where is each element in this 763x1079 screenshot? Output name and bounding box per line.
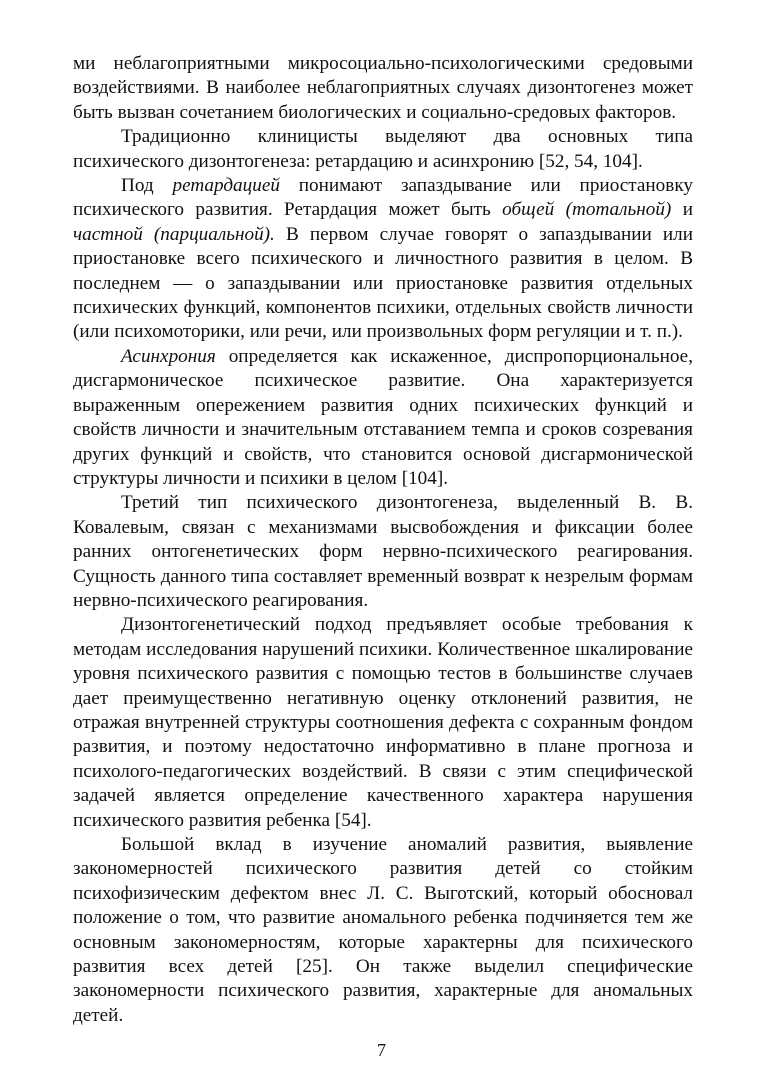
paragraph-p2 [73, 125, 693, 174]
text-run: Традиционно клиницисты выделяют два основных типа психического дизонтогенеза: ретардацию и асинхронию [52, 54, 104]. [73, 126, 693, 172]
paragraph-p3 [73, 174, 693, 345]
paragraph-p1 [73, 52, 693, 125]
text-run: Дизонтогенетический подход предъявляет особые требования к методам исследования нарушений психики. Количественное шкалирование уровня психического развития с помощью тестов в большинстве случаев дает преимущественно негативную оценку отклонений развития, не отражая внутренней структуры соотношения дефекта с сохранным фондом развития, и поэтому недостаточно информативно в плане прогноза и психолого-педагогических воздействий. В связи с этим специфической задачей является определение качественного характера нарушения психического развития ребенка [54]. [73, 614, 693, 831]
italic-term: Асинхрония [121, 345, 216, 367]
text-run: Под [121, 175, 173, 197]
paragraph-p7 [73, 833, 693, 1028]
paragraph-p4 [73, 345, 693, 491]
italic-term: частной (парциальной). [73, 223, 275, 245]
italic-term: ретардацией [172, 175, 280, 197]
italic-term: общей (тотальной) [502, 199, 672, 221]
text-run: ми неблагоприятными микросоциально-психологическими средовыми воздействиями. В наиболее неблагоприятных случаях дизонтогенез может быть вызван сочетанием биологических и социально-средовых факторов. [73, 53, 693, 123]
text-run: Большой вклад в изучение аномалий развития, выявление закономерностей психического развития детей со стойким психофизическим дефектом внес Л. С. Выготский, который обосновал положение о том, что развитие аномального ребенка подчиняется тем же основным закономерностям, которые характерны для психического развития всех детей [25]. Он также выделил специфические закономерности психического развития, характерные для аномальных детей. [73, 834, 693, 1026]
text-run: и [671, 199, 693, 221]
text-run: понимают запаздывание или приостановку психического развития. Ретардация может быть [73, 175, 693, 221]
text-run: В первом случае говорят о запаздывании или приостановке всего психического и личностного развития в целом. В последнем — о запаздывании или приостановке развития отдельных психических функций, компонентов психики, отдельных свойств личности (или психомоторики, или речи, или произвольных форм регуляции и т. п.). [73, 223, 693, 343]
paragraph-p6 [73, 613, 693, 833]
text-run: Третий тип психического дизонтогенеза, выделенный В. В. Ковалевым, связан с механизмами высвобождения и фиксации более ранних онтогенетических форм нервно-психического реагирования. Сущность данного типа составляет временный возврат к незрелым формам нервно-психического реагирования. [73, 492, 693, 611]
paragraph-p5 [73, 491, 693, 613]
text-run: определяется как искаженное, диспропорциональное, дисгармоническое психическое развитие. Она характеризуется выраженным опережением развития одних психических функций и свойств личности и значительным отставанием темпа и сроков созревания других функций и свойств, что становится основой дисгармонической структуры личности и психики в целом [104]. [73, 345, 693, 489]
page-body [73, 52, 693, 1028]
page-number: 7 [377, 1040, 386, 1060]
